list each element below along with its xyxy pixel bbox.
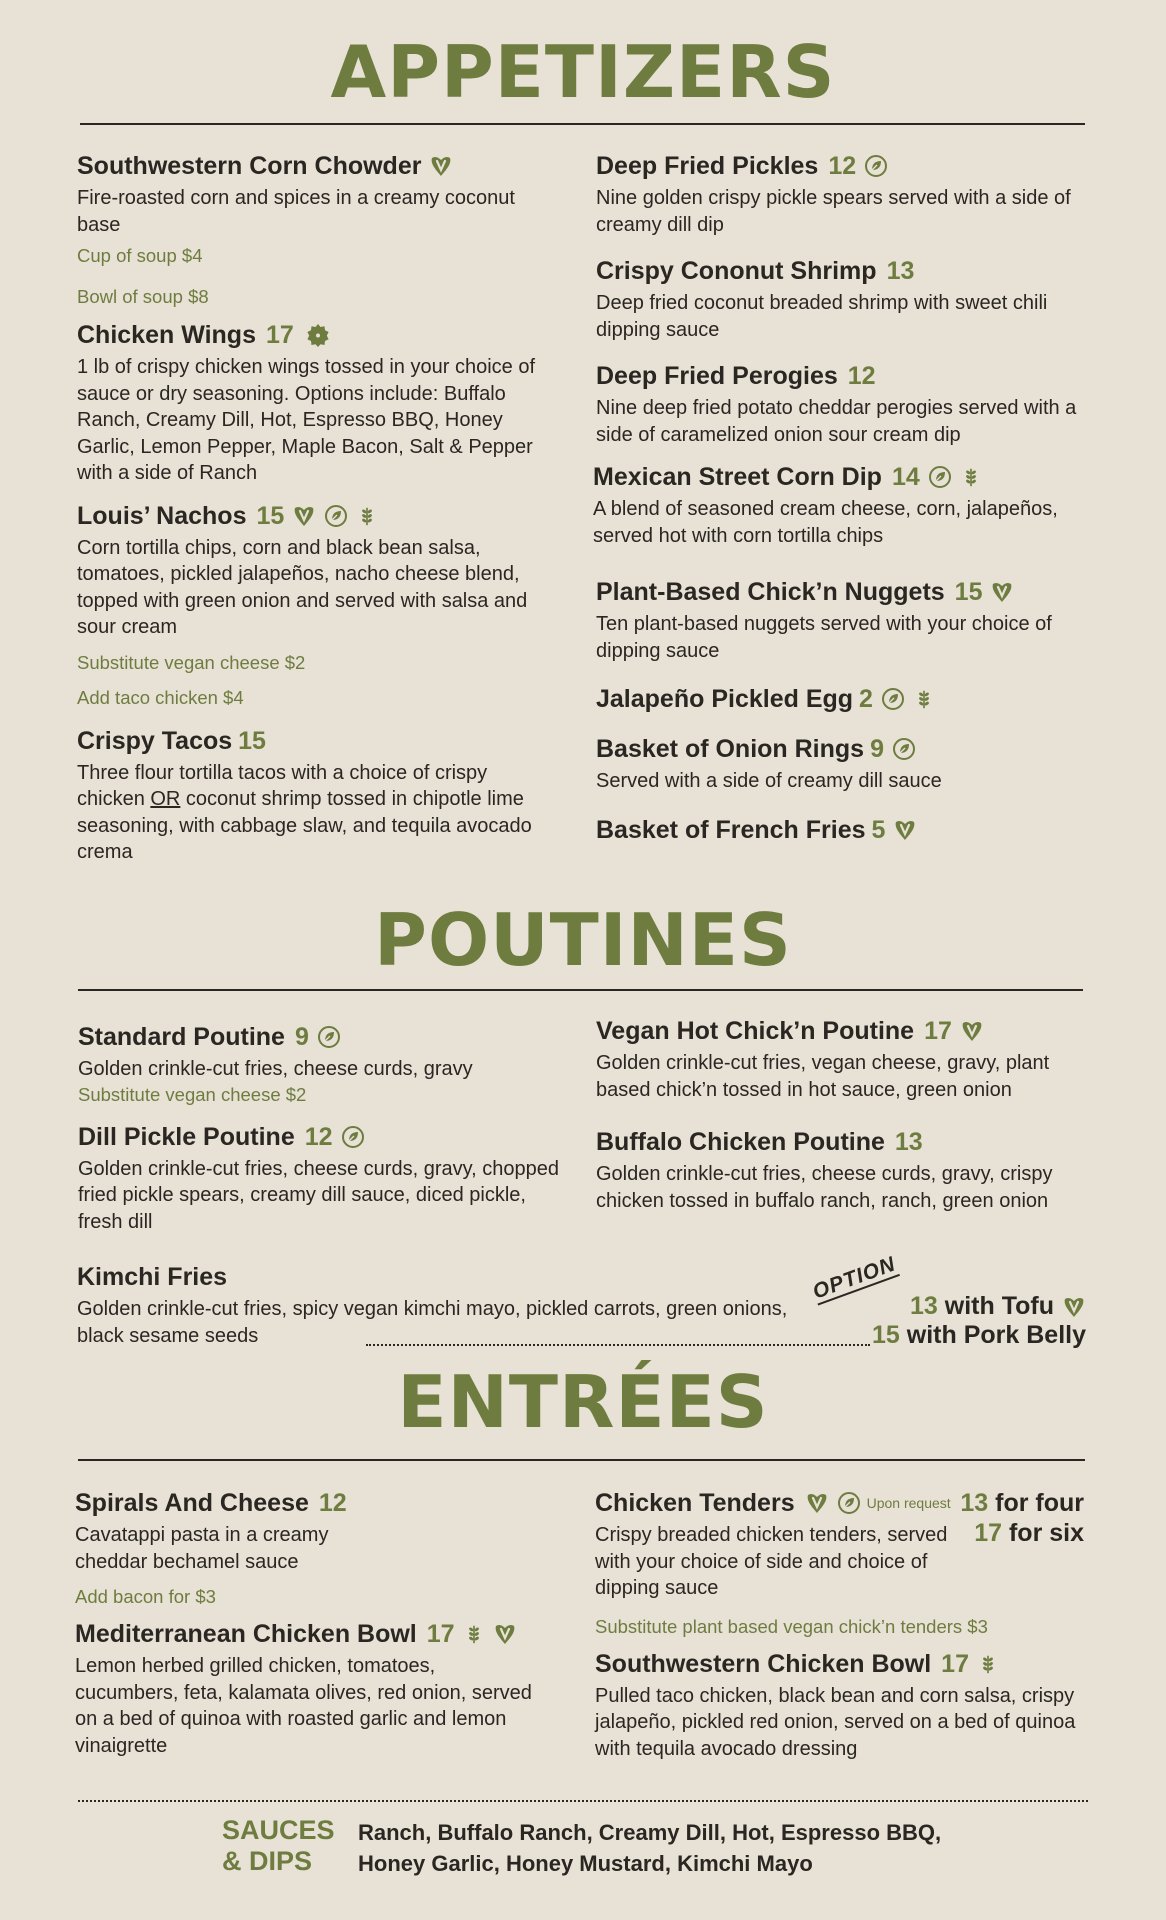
item-description: 1 lb of crispy chicken wings tossed in your choice of sauce or dry seasoning. Options include: Buffalo Ranch, Creamy Dill, Hot, Espresso BBQ, Honey Garlic, Lemon Pepper, Maple Bacon, Salt & Pepper with a side of Ranch bbox=[77, 356, 535, 484]
item-price: 12 bbox=[304, 1122, 333, 1151]
item-description: Golden crinkle-cut fries, cheese curds, gravy, chopped fried pickle spears, creamy dill sauce, diced pickle, fresh dill bbox=[78, 1157, 559, 1233]
item-description: Golden crinkle-cut fries, spicy vegan kimchi mayo, pickled carrots, green onions, black sesame seeds bbox=[77, 1298, 788, 1347]
appetizers-left-column bbox=[77, 151, 557, 866]
leaf-circle-icon bbox=[864, 154, 888, 178]
item-price: 9 bbox=[294, 1023, 309, 1051]
item-price: 12 bbox=[318, 1489, 347, 1517]
item-name: Vegan Hot Chick’n Poutine bbox=[596, 1017, 915, 1045]
item-price: 15 bbox=[872, 1321, 900, 1349]
item-name: Southwestern Chicken Bowl bbox=[595, 1649, 932, 1678]
leaf-circle-icon bbox=[892, 737, 916, 761]
vegan-icon bbox=[429, 154, 453, 178]
item-name: Standard Poutine bbox=[78, 1023, 285, 1051]
poutines-right-column bbox=[596, 1016, 1106, 1214]
item-name: Deep Fried Perogies bbox=[596, 362, 838, 390]
wheat-icon bbox=[463, 1622, 485, 1646]
menu-item-nachos bbox=[77, 501, 557, 710]
sauces-line: Honey Garlic, Honey Mustard, Kimchi Mayo bbox=[358, 1851, 813, 1876]
poutines-left-column bbox=[78, 1022, 568, 1235]
item-name: Jalapeño Pickled Egg bbox=[596, 685, 854, 713]
leaf-circle-icon bbox=[881, 687, 905, 711]
wheat-icon bbox=[356, 504, 378, 528]
appetizers-right-column bbox=[593, 151, 1106, 845]
menu-item-corn-dip bbox=[593, 462, 1106, 549]
badge-icon bbox=[306, 323, 330, 347]
section-title-appetizers: APPETIZERS bbox=[330, 30, 836, 114]
item-description: Golden crinkle-cut fries, vegan cheese, gravy, plant based chick’n tossed in hot sauce, green onion bbox=[596, 1052, 1050, 1101]
menu-item-kimchi-fries bbox=[77, 1262, 797, 1349]
vegan-icon bbox=[493, 1622, 517, 1646]
item-price: 14 bbox=[891, 463, 920, 491]
section-title-poutines: POUTINES bbox=[374, 898, 792, 982]
item-name: Dill Pickle Poutine bbox=[78, 1122, 295, 1151]
menu-item-vegan-hot-poutine bbox=[596, 1016, 1106, 1103]
item-name: Chicken Wings bbox=[77, 321, 256, 349]
sauces-title bbox=[222, 1815, 335, 1877]
item-name: Buffalo Chicken Poutine bbox=[596, 1128, 885, 1156]
item-description: Served with a side of creamy dill sauce bbox=[596, 770, 942, 792]
menu-item-coconut-shrimp bbox=[596, 256, 1106, 343]
item-price: 12 bbox=[847, 362, 876, 390]
item-name: Kimchi Fries bbox=[77, 1263, 228, 1291]
menu-item-crispy-tacos bbox=[77, 726, 557, 866]
item-option: Substitute vegan cheese $2 bbox=[77, 651, 306, 673]
price-label: for six bbox=[1008, 1519, 1084, 1547]
item-price: 2 bbox=[859, 685, 873, 713]
item-description: Crispy breaded chicken tenders, served with your choice of side and choice of dipping sauce bbox=[595, 1524, 948, 1599]
sauces-list bbox=[358, 1817, 941, 1879]
item-description: Golden crinkle-cut fries, cheese curds, gravy, crispy chicken tossed in buffalo ranch, ranch, green onion bbox=[596, 1163, 1053, 1212]
item-name: Crispy Tacos bbox=[77, 726, 233, 755]
item-price: 17 bbox=[265, 321, 294, 349]
item-price: 17 bbox=[924, 1017, 952, 1045]
section-title-entrees: ENTRÉES bbox=[397, 1360, 769, 1444]
item-description: Nine golden crispy pickle spears served with a side of creamy dill dip bbox=[596, 187, 1071, 236]
item-price: 13 bbox=[886, 257, 915, 285]
item-name: Basket of French Fries bbox=[596, 815, 866, 844]
item-option: Add bacon for $3 bbox=[75, 1586, 216, 1607]
item-price: 13 bbox=[894, 1128, 923, 1156]
menu-item-chicken-wings bbox=[77, 320, 557, 487]
vegan-icon bbox=[805, 1491, 829, 1515]
price-label: for four bbox=[995, 1489, 1084, 1517]
tenders-price-options bbox=[960, 1488, 1084, 1548]
item-description: Ten plant-based nuggets served with your choice of dipping sauce bbox=[596, 613, 1052, 662]
menu-item-deep-fried-pickles bbox=[596, 151, 1106, 238]
price-label: with Pork Belly bbox=[906, 1321, 1086, 1349]
wheat-icon bbox=[977, 1652, 999, 1676]
item-description: Fire-roasted corn and spices in a creamy coconut base bbox=[77, 187, 515, 236]
item-description: Deep fried coconut breaded shrimp with sweet chili dipping sauce bbox=[596, 292, 1048, 341]
leaf-circle-icon bbox=[317, 1025, 341, 1049]
item-description: Golden crinkle-cut fries, cheese curds, gravy bbox=[78, 1058, 473, 1080]
item-name: Mediterranean Chicken Bowl bbox=[75, 1620, 417, 1648]
item-price: 15 bbox=[954, 578, 983, 606]
section-divider bbox=[78, 1459, 1085, 1461]
item-option: Bowl of soup $8 bbox=[77, 286, 209, 307]
item-name: Louis’ Nachos bbox=[77, 501, 247, 530]
menu-item-plant-nuggets bbox=[596, 577, 1106, 664]
item-name: Mexican Street Corn Dip bbox=[593, 463, 882, 491]
item-option: Add taco chicken $4 bbox=[77, 686, 244, 708]
item-description: Cavatappi pasta in a creamy cheddar bechamel sauce bbox=[75, 1524, 329, 1573]
item-price: 17 bbox=[941, 1649, 969, 1678]
menu-item-med-bowl bbox=[75, 1619, 565, 1759]
sauces-line: Ranch, Buffalo Ranch, Creamy Dill, Hot, Espresso BBQ, bbox=[358, 1820, 942, 1845]
item-option: Substitute plant based vegan chick’n tenders $3 bbox=[595, 1615, 988, 1637]
vegan-icon bbox=[1062, 1295, 1086, 1319]
entrees-left-column bbox=[75, 1488, 565, 1759]
item-description: Three flour tortilla tacos with a choice of crispy chicken OR coconut shrimp tossed in chipotle lime seasoning, with cabbage slaw, and tequila avocado crema bbox=[77, 761, 532, 863]
section-divider bbox=[78, 989, 1083, 991]
item-price: 13 bbox=[960, 1489, 989, 1517]
leaf-circle-icon bbox=[341, 1125, 365, 1149]
option-label: OPTION bbox=[809, 1252, 899, 1304]
upon-request-note: Upon request bbox=[866, 1495, 951, 1511]
item-name: Crispy Cononut Shrimp bbox=[596, 257, 877, 285]
leaf-circle-icon bbox=[837, 1491, 861, 1515]
section-divider bbox=[80, 123, 1085, 125]
menu-item-corn-chowder bbox=[77, 151, 557, 309]
vegan-icon bbox=[893, 818, 917, 842]
vegan-icon bbox=[292, 504, 316, 528]
dotted-leader bbox=[366, 1344, 870, 1346]
price-label: with Tofu bbox=[944, 1292, 1054, 1320]
menu-item-dill-poutine bbox=[78, 1122, 568, 1236]
item-description: Lemon herbed grilled chicken, tomatoes, cucumbers, feta, kalamata olives, red onion, served on a bed of quinoa with roasted garlic and lemon vinaigrette bbox=[75, 1655, 532, 1757]
item-description: Nine deep fried potato cheddar perogies served with a side of caramelized onion sour cream dip bbox=[596, 397, 1077, 446]
item-description: A blend of seasoned cream cheese, corn, jalapeños, served hot with corn tortilla chips bbox=[593, 498, 1058, 547]
vegan-icon bbox=[990, 580, 1014, 604]
item-name: Spirals And Cheese bbox=[75, 1489, 309, 1517]
menu-item-pickled-egg bbox=[596, 684, 1106, 714]
item-price: 5 bbox=[871, 815, 886, 844]
item-price: 15 bbox=[256, 501, 285, 530]
sauces-title-line: & DIPS bbox=[222, 1846, 313, 1876]
menu-item-perogies bbox=[596, 361, 1106, 448]
item-name: Deep Fried Pickles bbox=[596, 152, 819, 180]
item-price: 12 bbox=[828, 152, 857, 180]
item-name: Plant-Based Chick’n Nuggets bbox=[596, 578, 945, 606]
menu-item-standard-poutine bbox=[78, 1022, 568, 1107]
menu-item-spirals-cheese bbox=[75, 1488, 565, 1609]
dotted-divider bbox=[78, 1800, 1088, 1802]
item-name: Basket of Onion Rings bbox=[596, 735, 865, 763]
menu-item-sw-bowl bbox=[595, 1649, 1085, 1763]
menu-item-onion-rings bbox=[596, 734, 1106, 795]
item-price: 15 bbox=[238, 726, 266, 755]
item-description: Pulled taco chicken, black bean and corn salsa, crispy jalapeño, pickled red onion, served on a bed of quinoa with tequila avocado dressing bbox=[595, 1684, 1076, 1760]
wheat-icon bbox=[960, 465, 982, 489]
item-price: 9 bbox=[870, 735, 884, 763]
kimchi-price-options bbox=[872, 1292, 1086, 1350]
item-price: 13 bbox=[909, 1292, 938, 1320]
wheat-icon bbox=[913, 687, 935, 711]
item-option: Cup of soup $4 bbox=[77, 245, 203, 266]
vegan-icon bbox=[960, 1019, 984, 1043]
menu-item-french-fries bbox=[596, 815, 1106, 845]
item-option: Substitute vegan cheese $2 bbox=[78, 1083, 307, 1105]
item-name: Southwestern Corn Chowder bbox=[77, 152, 422, 180]
item-name: Chicken Tenders bbox=[595, 1489, 795, 1517]
menu-item-buffalo-poutine bbox=[596, 1127, 1106, 1214]
item-price: 17 bbox=[426, 1620, 455, 1648]
leaf-circle-icon bbox=[928, 465, 952, 489]
leaf-circle-icon bbox=[324, 504, 348, 528]
item-price: 17 bbox=[974, 1519, 1003, 1547]
sauces-title-line: SAUCES bbox=[222, 1815, 335, 1845]
item-description: Corn tortilla chips, corn and black bean salsa, tomatoes, pickled jalapeños, nacho cheese blend, topped with green onion and served with salsa and sour cream bbox=[77, 536, 528, 638]
